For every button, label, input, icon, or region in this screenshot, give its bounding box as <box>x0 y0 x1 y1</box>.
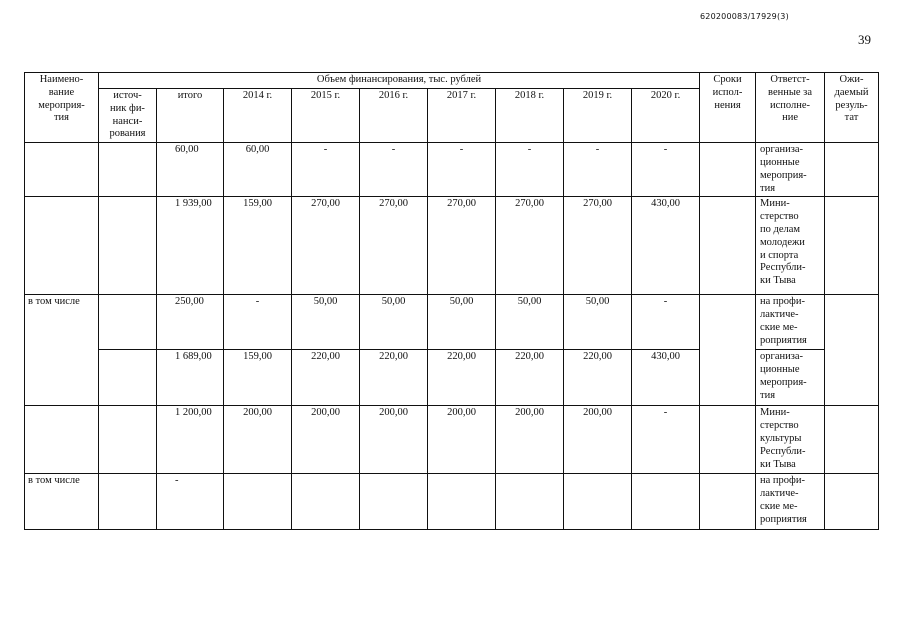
row-value-2017: 50,00 <box>428 295 496 350</box>
row-value-2017: 220,00 <box>428 350 496 406</box>
row-value-2020: - <box>632 143 700 197</box>
row-value-2018: 270,00 <box>496 197 564 295</box>
table-row <box>25 197 879 295</box>
row-value-2014: 159,00 <box>224 350 292 406</box>
row-value-2018 <box>496 474 564 530</box>
row-result <box>825 474 879 530</box>
row-total: - <box>157 474 224 530</box>
row-value-2019: 50,00 <box>564 295 632 350</box>
row-value-2015 <box>292 474 360 530</box>
row-name: в том числе <box>25 474 99 530</box>
row-responsible: Мини- стерство по делам молодежи и спорта Республи- ки Тыва <box>756 197 825 295</box>
header-name: Наимено- вание мероприя- тия <box>25 73 99 143</box>
header-responsible: Ответст- венные за исполне- ние <box>756 73 825 143</box>
row-deadline <box>700 143 756 197</box>
row-value-2016 <box>360 474 428 530</box>
row-source <box>99 350 157 406</box>
row-value-2016: 200,00 <box>360 406 428 474</box>
row-value-2014: 200,00 <box>224 406 292 474</box>
row-value-2014: 60,00 <box>224 143 292 197</box>
row-value-2019: 200,00 <box>564 406 632 474</box>
row-responsible: Мини- стерство культуры Республи- ки Тыва <box>756 406 825 474</box>
row-value-2017: - <box>428 143 496 197</box>
row-name <box>25 197 99 295</box>
row-value-2014: 159,00 <box>224 197 292 295</box>
row-deadline <box>700 406 756 474</box>
row-source <box>99 197 157 295</box>
row-total: 1 200,00 <box>157 406 224 474</box>
header-year-2017: 2017 г. <box>428 89 496 143</box>
row-value-2018: 220,00 <box>496 350 564 406</box>
row-value-2015: 200,00 <box>292 406 360 474</box>
row-source <box>99 406 157 474</box>
row-responsible: на профи- лактиче- ские ме- роприятия <box>756 474 825 530</box>
row-value-2019 <box>564 474 632 530</box>
header-total: итого <box>157 89 224 143</box>
table-row <box>25 295 879 350</box>
row-name <box>25 406 99 474</box>
row-responsible: организа- ционные мероприя- тия <box>756 350 825 406</box>
table-row <box>25 406 879 474</box>
row-value-2017: 270,00 <box>428 197 496 295</box>
row-value-2016: 50,00 <box>360 295 428 350</box>
row-value-2019: - <box>564 143 632 197</box>
row-responsible: на профи- лактиче- ские ме- роприятия <box>756 295 825 350</box>
financing-table <box>24 72 879 530</box>
row-value-2015: 50,00 <box>292 295 360 350</box>
header-year-2014: 2014 г. <box>224 89 292 143</box>
row-value-2018: - <box>496 143 564 197</box>
row-value-2018: 200,00 <box>496 406 564 474</box>
row-name: в том числе <box>25 295 99 406</box>
row-value-2020: - <box>632 295 700 350</box>
header-year-2016: 2016 г. <box>360 89 428 143</box>
row-value-2015: - <box>292 143 360 197</box>
row-responsible: организа- ционные мероприя- тия <box>756 143 825 197</box>
row-deadline <box>700 474 756 530</box>
document-code: 620200083/17929(3) <box>700 12 789 21</box>
row-value-2018: 50,00 <box>496 295 564 350</box>
row-value-2019: 220,00 <box>564 350 632 406</box>
row-name <box>25 143 99 197</box>
row-total: 1 939,00 <box>157 197 224 295</box>
row-deadline <box>700 197 756 295</box>
header-deadline: Сроки испол- нения <box>700 73 756 143</box>
row-value-2016: - <box>360 143 428 197</box>
row-value-2015: 270,00 <box>292 197 360 295</box>
row-source <box>99 295 157 350</box>
header-year-2019: 2019 г. <box>564 89 632 143</box>
row-result <box>825 406 879 474</box>
table-row <box>25 143 879 197</box>
row-deadline <box>700 295 756 406</box>
row-value-2015: 220,00 <box>292 350 360 406</box>
row-result <box>825 143 879 197</box>
row-value-2020: 430,00 <box>632 350 700 406</box>
row-source <box>99 143 157 197</box>
row-total: 250,00 <box>157 295 224 350</box>
row-value-2020: 430,00 <box>632 197 700 295</box>
row-value-2020: - <box>632 406 700 474</box>
row-result <box>825 295 879 406</box>
header-financing-volume: Объем финансирования, тыс. рублей <box>99 73 700 89</box>
row-value-2017 <box>428 474 496 530</box>
page-number: 39 <box>858 32 871 47</box>
row-source <box>99 474 157 530</box>
row-value-2016: 270,00 <box>360 197 428 295</box>
row-value-2019: 270,00 <box>564 197 632 295</box>
header-year-2018: 2018 г. <box>496 89 564 143</box>
header-year-2020: 2020 г. <box>632 89 700 143</box>
row-value-2014 <box>224 474 292 530</box>
table-row <box>25 474 879 530</box>
header-funding-source: источ- ник фи- нанси- рования <box>99 89 157 143</box>
row-value-2014: - <box>224 295 292 350</box>
row-total: 60,00 <box>157 143 224 197</box>
row-value-2020 <box>632 474 700 530</box>
row-result <box>825 197 879 295</box>
header-year-2015: 2015 г. <box>292 89 360 143</box>
row-total: 1 689,00 <box>157 350 224 406</box>
row-value-2016: 220,00 <box>360 350 428 406</box>
header-expected-result: Ожи- даемый резуль- тат <box>825 73 879 143</box>
row-value-2017: 200,00 <box>428 406 496 474</box>
